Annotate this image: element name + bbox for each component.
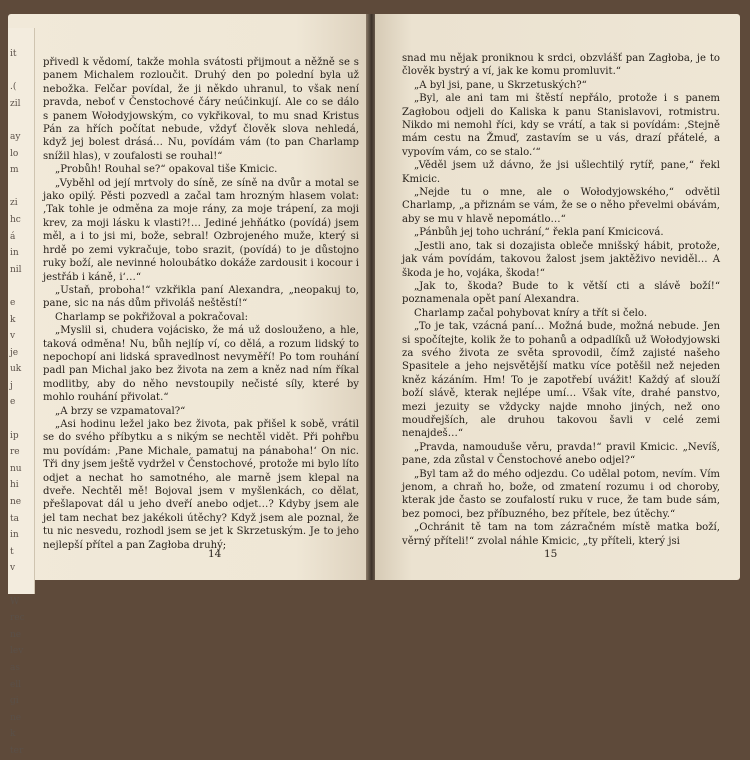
paragraph: „Pravda, namouduše věru, pravda!“ pravil Kmicic. „Nevíš, pane, zda zůstal v Čenstochové anebo odjel?“ bbox=[402, 441, 720, 467]
paragraph: „Věděl jsem už dávno, že jsi ušlechtilý rytíř, pane,“ řekl Kmicic. bbox=[402, 160, 720, 185]
paragraph: „A brzy se vzpamatoval?“ bbox=[55, 405, 186, 417]
paragraph: Charlamp začal pohybovat kníry a třít si čelo. bbox=[414, 307, 648, 319]
paragraph: „Myslil si, chudera vojácisko, že má už doslouženo, a hle, taková odměna! Nu, bůh nejlíp ví, co dělá, a rozum lidský to nepochopí ani lidská spravedlnost nevyměří! Po tom rouhání padl pan Michal jako bez života na zem a kněz nad ním říkal modlitby, aby do něho nevstoupily nečisté síly, které by mohlo rouhání přivolat.“ bbox=[43, 325, 359, 404]
paragraph: „To je tak, vzácná paní… Možná bude, možná nebude. Jen si spočítejte, kolik že to pohanů a odpadlíků už Wołodyjowski za svého života ze světa sprovodil, čímž zajisté našeho Spasitele a jeho nejsvětější matku více potěšil než nejeden kněz kázáním. Hm! To je zapotřebí uvážit! Každý ať slouží boží slávě, kterak nejlépe umí… Však víte, drahé panstvo, mezi jezuity se vždycky najde mnoho jiných, než ono moudřejších, ale druhou takovou šavli v celé zemi nenajdeš…“ bbox=[402, 321, 720, 440]
paragraph: „Asi hodinu ležel jako bez života, pak přišel k sobě, vrátil se do svého příbytku a s nikým se nechtěl vidět. Při pohřbu mu povídám: ‚Pane Michale, pamatuj na pánaboha!‘ On nic. Tři dny jsem ještě vydržel v Čenstochové, protože mi bylo líto odjet a nechat ho samotného, ale marně jsem klepal na dveře. Nechtěl mě! Bojoval jsem v myšlenkách, co dělat, přešlapovat dál u jeho dveří anebo odjet…? Kdyby jsem ale jel tam nechat bez jakékoli útěchy? Když jsem ale poznal, že tu nic nesvedu, rozhodl jsem se jet k Skrzetuským. Je to jeho nejlepší přítel a pan Zagłoba druhý; bbox=[43, 418, 359, 551]
paragraph: „Byl tam až do mého odjezdu. Co udělal potom, nevím. Vím jenom, a chraň ho, bože, od zmatení rozumu i od choroby, kterak jde často se zoufalostí ruku v ruce, že tam bude sám, bez pomoci, bez příbuzného, bez přítele, bez útěchy.“ bbox=[402, 468, 720, 520]
previous-page-edge bbox=[8, 28, 35, 756]
page-number: 14 bbox=[208, 548, 222, 560]
paragraph: „Pánbůh jej toho uchrání,“ řekla paní Kmicicová. bbox=[414, 227, 664, 239]
previous-page-edge-text: it .( zil ay lo m zi hc á in nil e k v je uk j e ip re nu hi ne ta in t v W rec ne lev as ell gi ne k ter bbox=[10, 49, 25, 756]
paragraph: „Byl, ale ani tam mi štěstí nepřálo, protože i s panem Zagłobou odjeli do Kaliska k panu Stanislavovi, rotmistru. Nikdo mi nemohl říci, kdy se vrátí, a tak si povídám: ‚Stejně mám cestu na Žmuď, zastavím se u vás, drazí přátelé, a vypovím vám, co se stalo.‘“ bbox=[402, 93, 720, 158]
right-page-text bbox=[402, 52, 720, 548]
paragraph: „Jak to, škoda? Bude to k větší cti a slávě boží!“ poznamenala opět paní Alexandra. bbox=[402, 280, 720, 306]
paragraph: „Nejde tu o mne, ale o Wołodyjowského,“ odvětil Charlamp, „a přiznám se vám, že se o něho převelmi obávám, aby se mu v hlavě nepomátlo…“ bbox=[402, 187, 720, 225]
paragraph: Charlamp se pokřižoval a pokračoval: bbox=[55, 311, 248, 323]
paragraph: „Ochránit tě tam na tom zázračném místě matka boží, věrný příteli!“ zvolal náhle Kmicic, „ty příteli, který jsi bbox=[402, 522, 720, 547]
page-number: 15 bbox=[544, 548, 558, 560]
paragraph: snad mu nějak proniknou k srdci, obzvlášť pan Zagłoba, je to člověk bystrý a ví, jak ke komu promluvit.“ bbox=[402, 53, 720, 78]
paragraph: „A byl jsi, pane, u Skrzetuských?“ bbox=[414, 79, 587, 91]
paragraph: „Ustaň, proboha!“ vzkřikla paní Alexandra, „neopakuj to, pane, sic na nás dům přivoláš neštěstí!“ bbox=[43, 284, 359, 310]
paragraph: „Probůh! Rouhal se?“ opakoval tiše Kmicic. bbox=[55, 164, 278, 176]
paragraph: „Vyběhl od její mrtvoly do síně, ze síně na dvůr a motal se jako opilý. Pěsti pozvedl a začal tam hrozným hlasem volat: ‚Tak tohle je odměna za moje rány, za moje trápení, za moji krev, za moji lásku k vlasti?!… Jediné jehňátko (povídá) jsem měl, a i to jsi mi, bože, sebral! Ozbrojeného muže, který si hrdě po zemi vykračuje, tobo srazit, (povídá) to je důstojno ruky boží, ale nevinné holoubátko dokáže zardousit i kocour i jestřáb i káně, i‘…“ bbox=[43, 177, 359, 283]
left-page bbox=[8, 14, 368, 756]
paragraph: „Jestli ano, tak si dozajista obleče mnišský hábit, protože, jak vám povídám, takovou žalost jsem jaktěživo neviděl… A škoda je ho, vojáka, škoda!“ bbox=[402, 240, 720, 279]
paragraph: přivedl k vědomí, takže mohla svátosti přijmout a něžně se s panem Michalem rozloučit. Druhý den po polední byla už nebožka. Felčar povídal, že ji někdo uhranul, to však není pravda, neboť v Čenstochové čáry neúčinkují. Ale co se dálo s panem Wołodyjowským, co vykřikoval, to mu snad Kristus Pán za hřích počítat nebude, vždyť člověk slova nehledá, když jej bolest drásá… Nu, povídám vám (to pan Charlamp snížil hlas), v zoufalosti se rouhal!“ bbox=[43, 57, 359, 162]
right-page bbox=[375, 14, 740, 580]
left-page-text bbox=[43, 56, 359, 552]
